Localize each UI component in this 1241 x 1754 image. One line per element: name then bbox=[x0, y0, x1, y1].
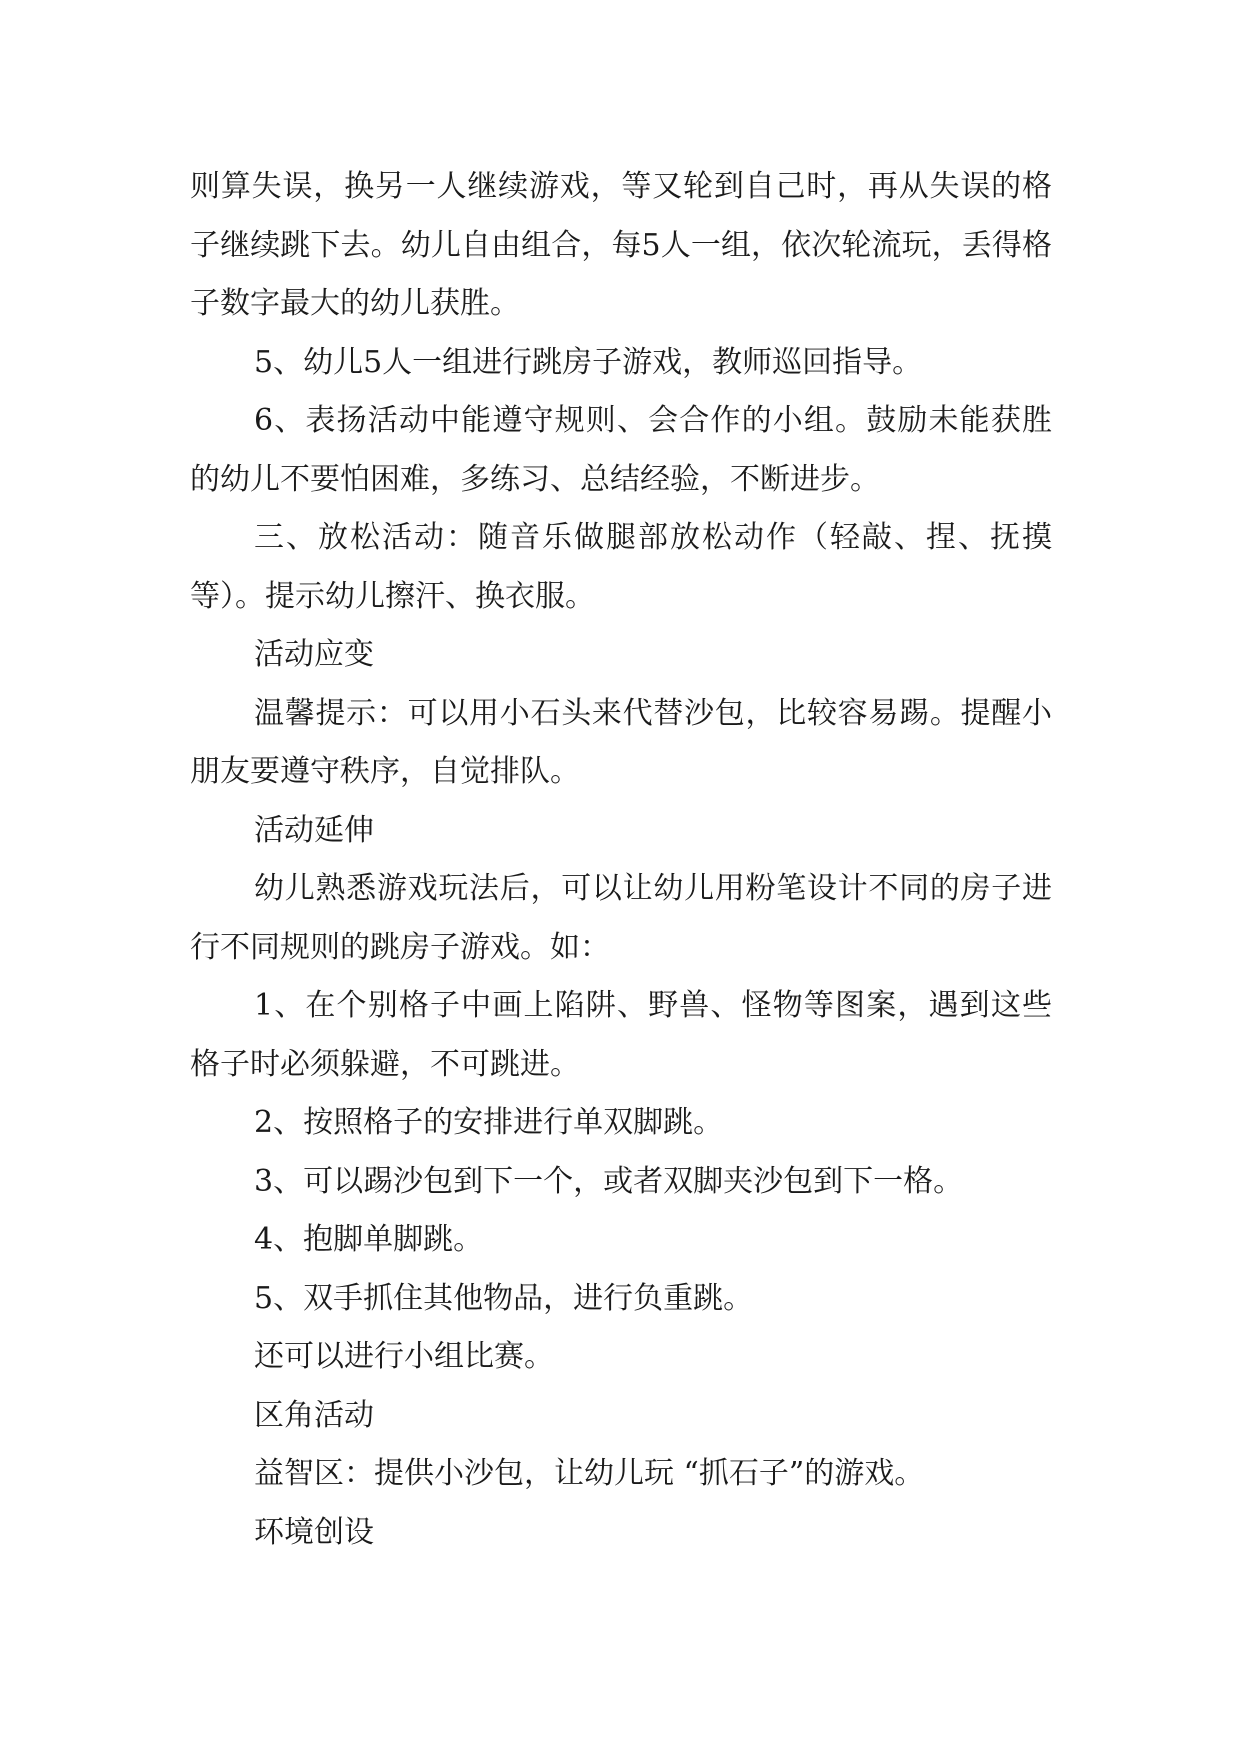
heading-corner-activity: 区角活动 bbox=[254, 1397, 374, 1433]
list-item-1: 1、在个别格子中画上陷阱、野兽、怪物等图案，遇到这些格子时必须躲避，不可跳进。 bbox=[190, 988, 1052, 1082]
paragraph-extension-intro: 幼儿熟悉游戏玩法后，可以让幼儿用粉笔设计不同的房子进行不同规则的跳房子游戏。如： bbox=[190, 871, 1052, 965]
paragraph-step-5: 5、幼儿5人一组进行跳房子游戏，教师巡回指导。 bbox=[254, 344, 923, 380]
heading-activity-extension: 活动延伸 bbox=[254, 812, 374, 848]
paragraph-group-competition: 还可以进行小组比赛。 bbox=[254, 1339, 554, 1374]
list-item-4: 4、抱脚单脚跳。 bbox=[254, 1222, 484, 1257]
list-item-5: 5、双手抓住其他物品，进行负重跳。 bbox=[254, 1280, 754, 1316]
heading-activity-adaptation: 活动应变 bbox=[254, 637, 374, 672]
paragraph-continuation: 则算失误，换另一人继续游戏，等又轮到自己时，再从失误的格子继续跳下去。幼儿自由组合，每5人一组，依次轮流玩，丢得格子数字最大的幼儿获胜。 bbox=[190, 169, 1052, 321]
document-page bbox=[190, 158, 1052, 1562]
heading-environment-setup: 环境创设 bbox=[254, 1514, 374, 1550]
paragraph-puzzle-area: 益智区：提供小沙包，让幼儿玩 “抓石子”的游戏。 bbox=[254, 1456, 925, 1491]
paragraph-step-6: 6、表扬活动中能遵守规则、会合作的小组。鼓励未能获胜的幼儿不要怕困难，多练习、总结经验，不断进步。 bbox=[190, 403, 1052, 497]
list-item-3: 3、可以踢沙包到下一个，或者双脚夹沙包到下一格。 bbox=[254, 1163, 964, 1199]
list-item-2: 2、按照格子的安排进行单双脚跳。 bbox=[254, 1105, 724, 1140]
paragraph-relax-activity: 三、放松活动：随音乐做腿部放松动作（轻敲、捏、抚摸等）。提示幼儿擦汗、换衣服。 bbox=[190, 520, 1052, 614]
paragraph-warm-tip: 温馨提示：可以用小石头来代替沙包，比较容易踢。提醒小朋友要遵守秩序，自觉排队。 bbox=[190, 695, 1052, 789]
